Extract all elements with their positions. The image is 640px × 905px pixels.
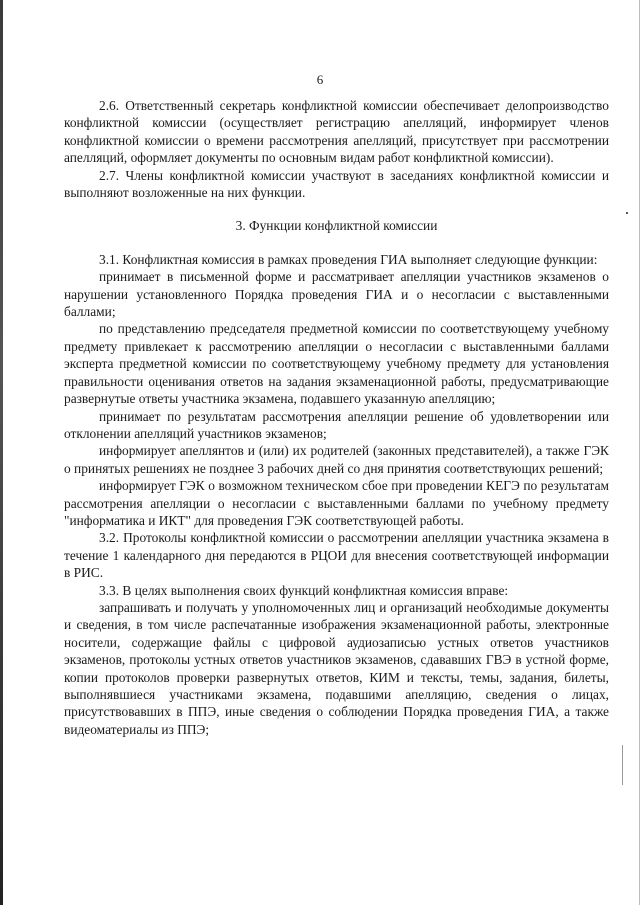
document-body xyxy=(64,97,609,738)
paragraph-3-3: 3.3. В целях выполнения своих функций конфликтная комиссия вправе: xyxy=(99,582,509,598)
function-item-1: принимает в письменной форме и рассматривает апелляции участников экзаменов о нарушении установленного Порядка проведения ГИА и о несогласии с выставленными баллами; xyxy=(64,269,609,320)
scan-speck xyxy=(622,745,623,785)
paragraph-2-7: 2.7. Члены конфликтной комиссии участвуют в заседаниях конфликтной комиссии и выполняют возложенные на них функции. xyxy=(64,167,609,201)
paragraph-3-2: 3.2. Протоколы конфликтной комиссии о рассмотрении апелляции участника экзамена в течение 1 календарного дня передаются в РЦОИ для внесения соответствующей информации в РИС. xyxy=(64,530,609,581)
function-item-2: по представлению председателя предметной комиссии по соответствующему учебному предмету привлекает к рассмотрению апелляции о несогласии с выставленными баллами эксперта предметной комиссии по соответствующему учебному предмету для установления правильности оценивания ответов на задания экзаменационной работы, предусматривающие развернутые ответы участника экзамена, подавшего указанную апелляцию; xyxy=(64,321,609,407)
function-item-5: информирует ГЭК о возможном техническом сбое при проведении КЕГЭ по результатам рассмотрения апелляции о несогласии с выставленными баллами по учебному предмету "информатика и ИКТ" для проведения ГЭК соответствующей работы. xyxy=(64,478,609,528)
function-item-4: информирует апеллянтов и (или) их родителей (законных представителей), а также ГЭК о принятых решениях не позднее 3 рабочих дней со дня принятия соответствующих решений; xyxy=(64,443,609,476)
paragraph-2-6: 2.6. Ответственный секретарь конфликтной комиссии обеспечивает делопроизводство конфликтной комиссии (осуществляет регистрацию апелляций, информирует членов конфликтной комиссии о времени рассмотрения апелляций, присутствует при рассмотрении апелляций, оформляет документы по основным видам работ конфликтной комиссии). xyxy=(64,98,609,166)
function-item-3: принимает по результатам рассмотрения апелляции решение об удовлетворении или отклонении апелляций участников экзаменов; xyxy=(64,408,609,441)
paragraph-3-1: 3.1. Конфликтная комиссия в рамках проведения ГИА выполняет следующие функции: xyxy=(99,251,598,267)
rights-item-1: запрашивать и получать у уполномоченных лиц и организаций необходимые документы и сведения, в том числе распечатанные изображения экзаменационной работы, электронные носители, содержащие файлы с цифровой аудиозаписью устных ответов участников экзаменов, протоколы устных ответов участников экзаменов, сдававших ГВЭ в устной форме, копии протоколов проверки развернутых ответов, КИМ и тексты, темы, задания, билеты, выполнявшиеся участниками экзамена, подавшими апелляцию, сведения о лицах, присутствовавших в ППЭ, иные сведения о соблюдении Порядка проведения ГИА, а также видеоматериалы из ППЭ; xyxy=(64,599,609,737)
page-number: 6 xyxy=(316,72,324,87)
section-3-title: 3. Функции конфликтной комиссии xyxy=(235,218,438,234)
scan-left-edge xyxy=(0,0,3,905)
scan-speck xyxy=(626,212,628,214)
